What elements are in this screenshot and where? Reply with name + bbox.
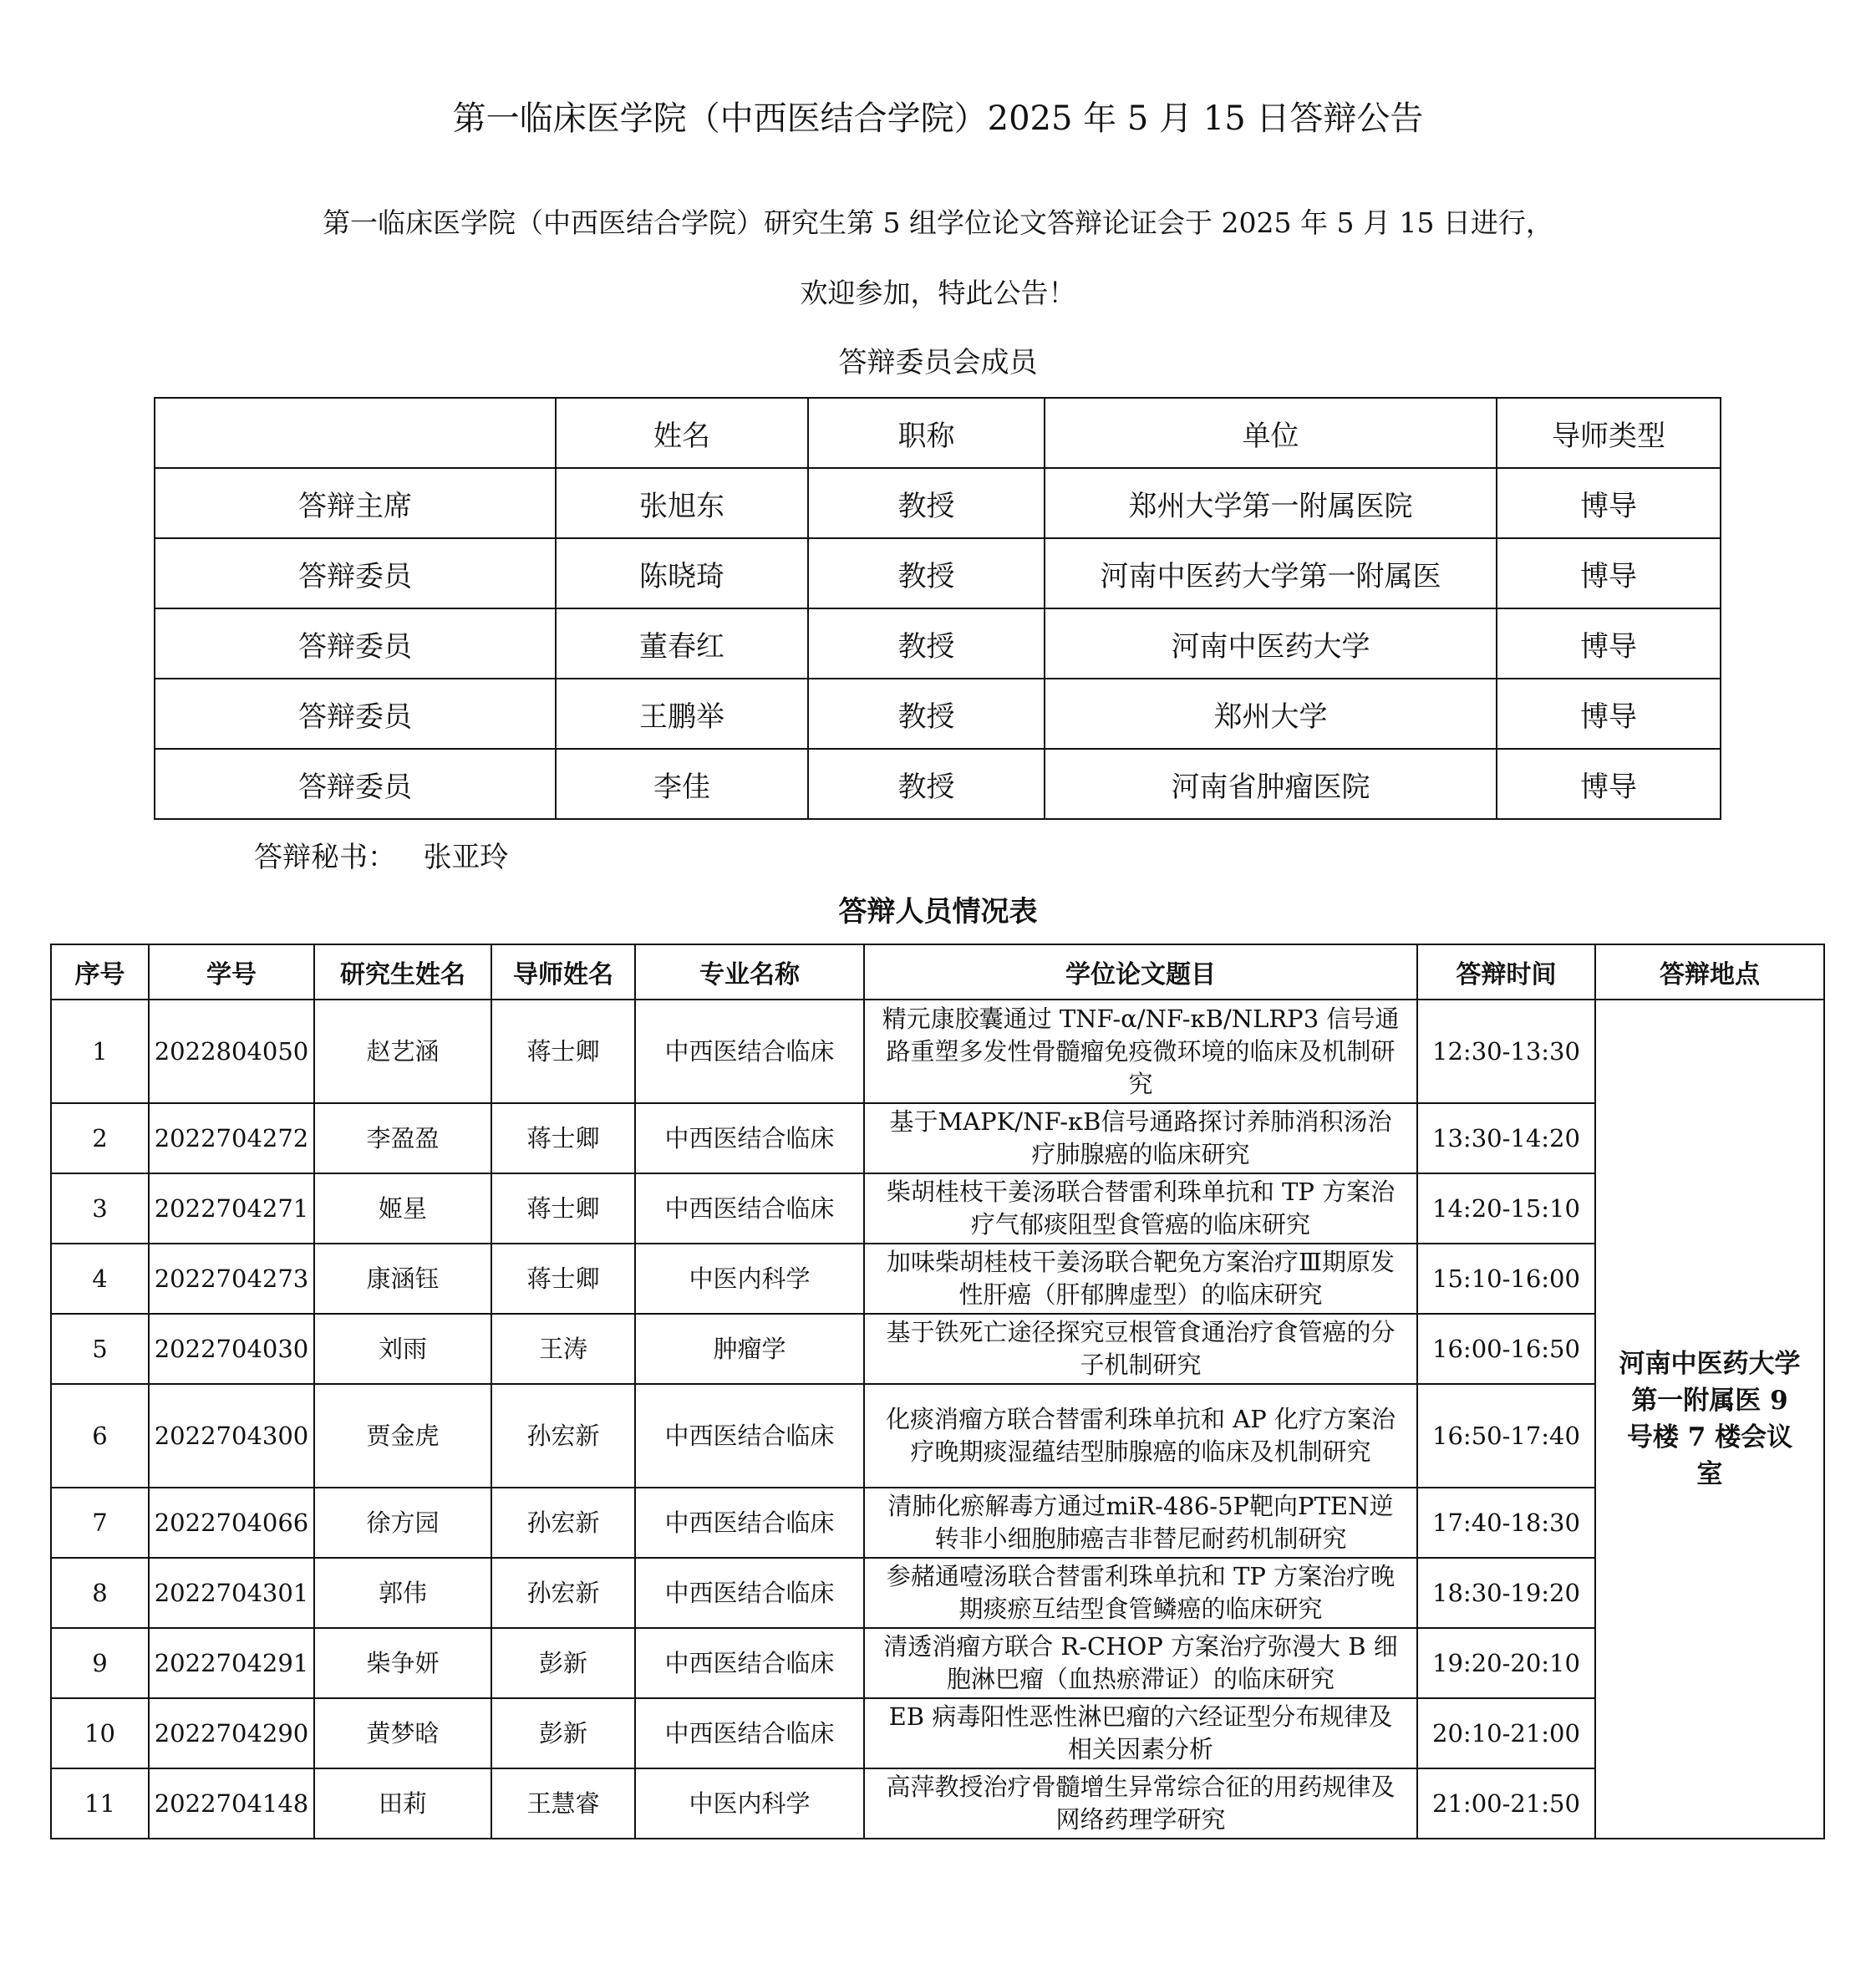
committee-header-advisor-type: 导师类型 xyxy=(1497,398,1721,468)
committee-name: 陈晓琦 xyxy=(556,538,808,608)
roster-major: 肿瘤学 xyxy=(635,1314,864,1384)
roster-index: 8 xyxy=(51,1558,149,1628)
roster-row xyxy=(51,1558,1824,1628)
roster-defense-time: 12:30-13:30 xyxy=(1417,1000,1595,1103)
roster-row xyxy=(51,1698,1824,1768)
committee-name: 董春红 xyxy=(556,608,808,679)
committee-advisor-type: 博导 xyxy=(1497,538,1721,608)
roster-defense-time: 13:30-14:20 xyxy=(1417,1103,1595,1173)
committee-name: 王鹏举 xyxy=(556,679,808,749)
roster-index: 9 xyxy=(51,1628,149,1698)
roster-advisor: 孙宏新 xyxy=(491,1384,635,1488)
roster-major: 中西医结合临床 xyxy=(635,1384,864,1488)
roster-student-name: 李盈盈 xyxy=(314,1103,491,1173)
roster-major: 中西医结合临床 xyxy=(635,1103,864,1173)
committee-row xyxy=(155,608,1721,679)
committee-title: 教授 xyxy=(808,679,1045,749)
roster-defense-location: 河南中医药大学第一附属医 9 号楼 7 楼会议室 xyxy=(1595,1000,1824,1839)
committee-name: 张旭东 xyxy=(556,468,808,538)
committee-row xyxy=(155,679,1721,749)
roster-advisor: 蒋士卿 xyxy=(491,1000,635,1103)
roster-student-name: 黄梦晗 xyxy=(314,1698,491,1768)
roster-defense-time: 16:50-17:40 xyxy=(1417,1384,1595,1488)
committee-unit: 河南中医药大学 xyxy=(1045,608,1497,679)
roster-advisor: 彭新 xyxy=(491,1628,635,1698)
roster-header-student-id: 学号 xyxy=(149,944,314,1000)
roster-student-name: 姬星 xyxy=(314,1173,491,1244)
committee-header-unit: 单位 xyxy=(1045,398,1497,468)
roster-thesis-title: EB 病毒阳性恶性淋巴瘤的六经证型分布规律及相关因素分析 xyxy=(864,1698,1417,1768)
committee-title: 教授 xyxy=(808,538,1045,608)
committee-header-title: 职称 xyxy=(808,398,1045,468)
roster-row xyxy=(51,1768,1824,1839)
roster-index: 3 xyxy=(51,1173,149,1244)
roster-major: 中西医结合临床 xyxy=(635,1558,864,1628)
committee-row xyxy=(155,749,1721,819)
committee-role: 答辩主席 xyxy=(155,468,556,538)
roster-student-id: 2022704148 xyxy=(149,1768,314,1839)
roster-header-defense-location: 答辩地点 xyxy=(1595,944,1824,1000)
roster-student-name: 贾金虎 xyxy=(314,1384,491,1488)
committee-advisor-type: 博导 xyxy=(1497,468,1721,538)
roster-header-advisor: 导师姓名 xyxy=(491,944,635,1000)
roster-student-name: 赵艺涵 xyxy=(314,1000,491,1103)
roster-advisor: 蒋士卿 xyxy=(491,1103,635,1173)
roster-student-name: 田莉 xyxy=(314,1768,491,1839)
roster-row xyxy=(51,1103,1824,1173)
secretary-label: 答辩秘书： xyxy=(254,841,396,874)
committee-unit: 郑州大学 xyxy=(1045,679,1497,749)
roster-defense-time: 20:10-21:00 xyxy=(1417,1698,1595,1768)
roster-major: 中西医结合临床 xyxy=(635,1488,864,1558)
roster-thesis-title: 化痰消瘤方联合替雷利珠单抗和 AP 化疗方案治疗晚期痰湿蕴结型肺腺癌的临床及机制研究 xyxy=(864,1384,1417,1488)
committee-advisor-type: 博导 xyxy=(1497,608,1721,679)
roster-student-id: 2022704301 xyxy=(149,1558,314,1628)
roster-student-name: 郭伟 xyxy=(314,1558,491,1628)
roster-major: 中西医结合临床 xyxy=(635,1698,864,1768)
roster-student-name: 徐方园 xyxy=(314,1488,491,1558)
roster-student-name: 柴争妍 xyxy=(314,1628,491,1698)
committee-row xyxy=(155,468,1721,538)
roster-thesis-title: 基于MAPK/NF-κB信号通路探讨养肺消积汤治疗肺腺癌的临床研究 xyxy=(864,1103,1417,1173)
committee-title: 教授 xyxy=(808,749,1045,819)
committee-table xyxy=(154,397,1721,820)
roster-thesis-title: 基于铁死亡途径探究豆根管食通治疗食管癌的分子机制研究 xyxy=(864,1314,1417,1384)
roster-index: 11 xyxy=(51,1768,149,1839)
roster-thesis-title: 高萍教授治疗骨髓增生异常综合征的用药规律及网络药理学研究 xyxy=(864,1768,1417,1839)
roster-student-id: 2022804050 xyxy=(149,1000,314,1103)
roster-index: 1 xyxy=(51,1000,149,1103)
roster-header-defense-time: 答辩时间 xyxy=(1417,944,1595,1000)
roster-advisor: 王涛 xyxy=(491,1314,635,1384)
roster-row xyxy=(51,1488,1824,1558)
roster-index: 10 xyxy=(51,1698,149,1768)
roster-row xyxy=(51,1384,1824,1488)
roster-thesis-title: 清透消瘤方联合 R-CHOP 方案治疗弥漫大 B 细胞淋巴瘤（血热瘀滞证）的临床研究 xyxy=(864,1628,1417,1698)
roster-header-student-name: 研究生姓名 xyxy=(314,944,491,1000)
committee-advisor-type: 博导 xyxy=(1497,749,1721,819)
roster-student-id: 2022704271 xyxy=(149,1173,314,1244)
roster-major: 中医内科学 xyxy=(635,1244,864,1314)
roster-major: 中西医结合临床 xyxy=(635,1173,864,1244)
roster-row xyxy=(51,1314,1824,1384)
roster-defense-time: 19:20-20:10 xyxy=(1417,1628,1595,1698)
roster-major: 中西医结合临床 xyxy=(635,1628,864,1698)
roster-row xyxy=(51,1000,1824,1103)
committee-title: 教授 xyxy=(808,608,1045,679)
committee-name: 李佳 xyxy=(556,749,808,819)
roster-index: 5 xyxy=(51,1314,149,1384)
roster-thesis-title: 加味柴胡桂枝干姜汤联合靶免方案治疗Ⅲ期原发性肝癌（肝郁脾虚型）的临床研究 xyxy=(864,1244,1417,1314)
secretary-name: 张亚玲 xyxy=(423,841,509,874)
roster-student-id: 2022704030 xyxy=(149,1314,314,1384)
roster-advisor: 孙宏新 xyxy=(491,1558,635,1628)
defense-roster-table xyxy=(50,944,1825,1839)
committee-advisor-type: 博导 xyxy=(1497,679,1721,749)
roster-thesis-title: 柴胡桂枝干姜汤联合替雷利珠单抗和 TP 方案治疗气郁痰阻型食管癌的临床研究 xyxy=(864,1173,1417,1244)
roster-student-id: 2022704300 xyxy=(149,1384,314,1488)
committee-role: 答辩委员 xyxy=(155,538,556,608)
roster-student-id: 2022704291 xyxy=(149,1628,314,1698)
roster-defense-time: 17:40-18:30 xyxy=(1417,1488,1595,1558)
roster-defense-time: 14:20-15:10 xyxy=(1417,1173,1595,1244)
roster-row xyxy=(51,1173,1824,1244)
roster-student-name: 康涵钰 xyxy=(314,1244,491,1314)
roster-caption: 答辩人员情况表 xyxy=(838,895,1038,928)
committee-header-role xyxy=(155,398,556,468)
roster-student-id: 2022704273 xyxy=(149,1244,314,1314)
roster-row xyxy=(51,1628,1824,1698)
committee-role: 答辩委员 xyxy=(155,679,556,749)
intro-line-2: 欢迎参加，特此公告！ xyxy=(800,277,1076,309)
roster-defense-time: 15:10-16:00 xyxy=(1417,1244,1595,1314)
roster-defense-time: 18:30-19:20 xyxy=(1417,1558,1595,1628)
roster-defense-time: 21:00-21:50 xyxy=(1417,1768,1595,1839)
roster-index: 6 xyxy=(51,1384,149,1488)
roster-advisor: 蒋士卿 xyxy=(491,1244,635,1314)
roster-defense-time: 16:00-16:50 xyxy=(1417,1314,1595,1384)
roster-major: 中医内科学 xyxy=(635,1768,864,1839)
roster-index: 4 xyxy=(51,1244,149,1314)
roster-student-id: 2022704290 xyxy=(149,1698,314,1768)
roster-thesis-title: 精元康胶囊通过 TNF-α/NF-κB/NLRP3 信号通路重塑多发性骨髓瘤免疫微环境的临床及机制研究 xyxy=(864,1000,1417,1103)
roster-major: 中西医结合临床 xyxy=(635,1000,864,1103)
committee-unit: 河南省肿瘤医院 xyxy=(1045,749,1497,819)
roster-student-name: 刘雨 xyxy=(314,1314,491,1384)
committee-caption: 答辩委员会成员 xyxy=(838,346,1038,379)
roster-header-major: 专业名称 xyxy=(635,944,864,1000)
committee-title: 教授 xyxy=(808,468,1045,538)
committee-header-name: 姓名 xyxy=(556,398,808,468)
roster-student-id: 2022704066 xyxy=(149,1488,314,1558)
committee-unit: 郑州大学第一附属医院 xyxy=(1045,468,1497,538)
roster-header-row xyxy=(51,944,1824,1000)
roster-row xyxy=(51,1244,1824,1314)
roster-header-index: 序号 xyxy=(51,944,149,1000)
page-title: 第一临床医学院（中西医结合学院）2025 年 5 月 15 日答辩公告 xyxy=(452,99,1424,138)
roster-thesis-title: 参赭通噎汤联合替雷利珠单抗和 TP 方案治疗晚期痰瘀互结型食管鳞癌的临床研究 xyxy=(864,1558,1417,1628)
roster-advisor: 蒋士卿 xyxy=(491,1173,635,1244)
roster-index: 2 xyxy=(51,1103,149,1173)
committee-role: 答辩委员 xyxy=(155,749,556,819)
committee-header-row xyxy=(155,398,1721,468)
roster-advisor: 孙宏新 xyxy=(491,1488,635,1558)
committee-unit: 河南中医药大学第一附属医 xyxy=(1045,538,1497,608)
intro-line-1: 第一临床医学院（中西医结合学院）研究生第 5 组学位论文答辩论证会于 2025 年 5 月 15 日进行， xyxy=(323,206,1553,239)
roster-advisor: 彭新 xyxy=(491,1698,635,1768)
roster-thesis-title: 清肺化瘀解毒方通过miR-486-5P靶向PTEN逆转非小细胞肺癌吉非替尼耐药机制研究 xyxy=(864,1488,1417,1558)
roster-student-id: 2022704272 xyxy=(149,1103,314,1173)
roster-index: 7 xyxy=(51,1488,149,1558)
defense-secretary xyxy=(254,836,508,879)
roster-advisor: 王慧睿 xyxy=(491,1768,635,1839)
roster-header-thesis-title: 学位论文题目 xyxy=(864,944,1417,1000)
committee-role: 答辩委员 xyxy=(155,608,556,679)
committee-row xyxy=(155,538,1721,608)
